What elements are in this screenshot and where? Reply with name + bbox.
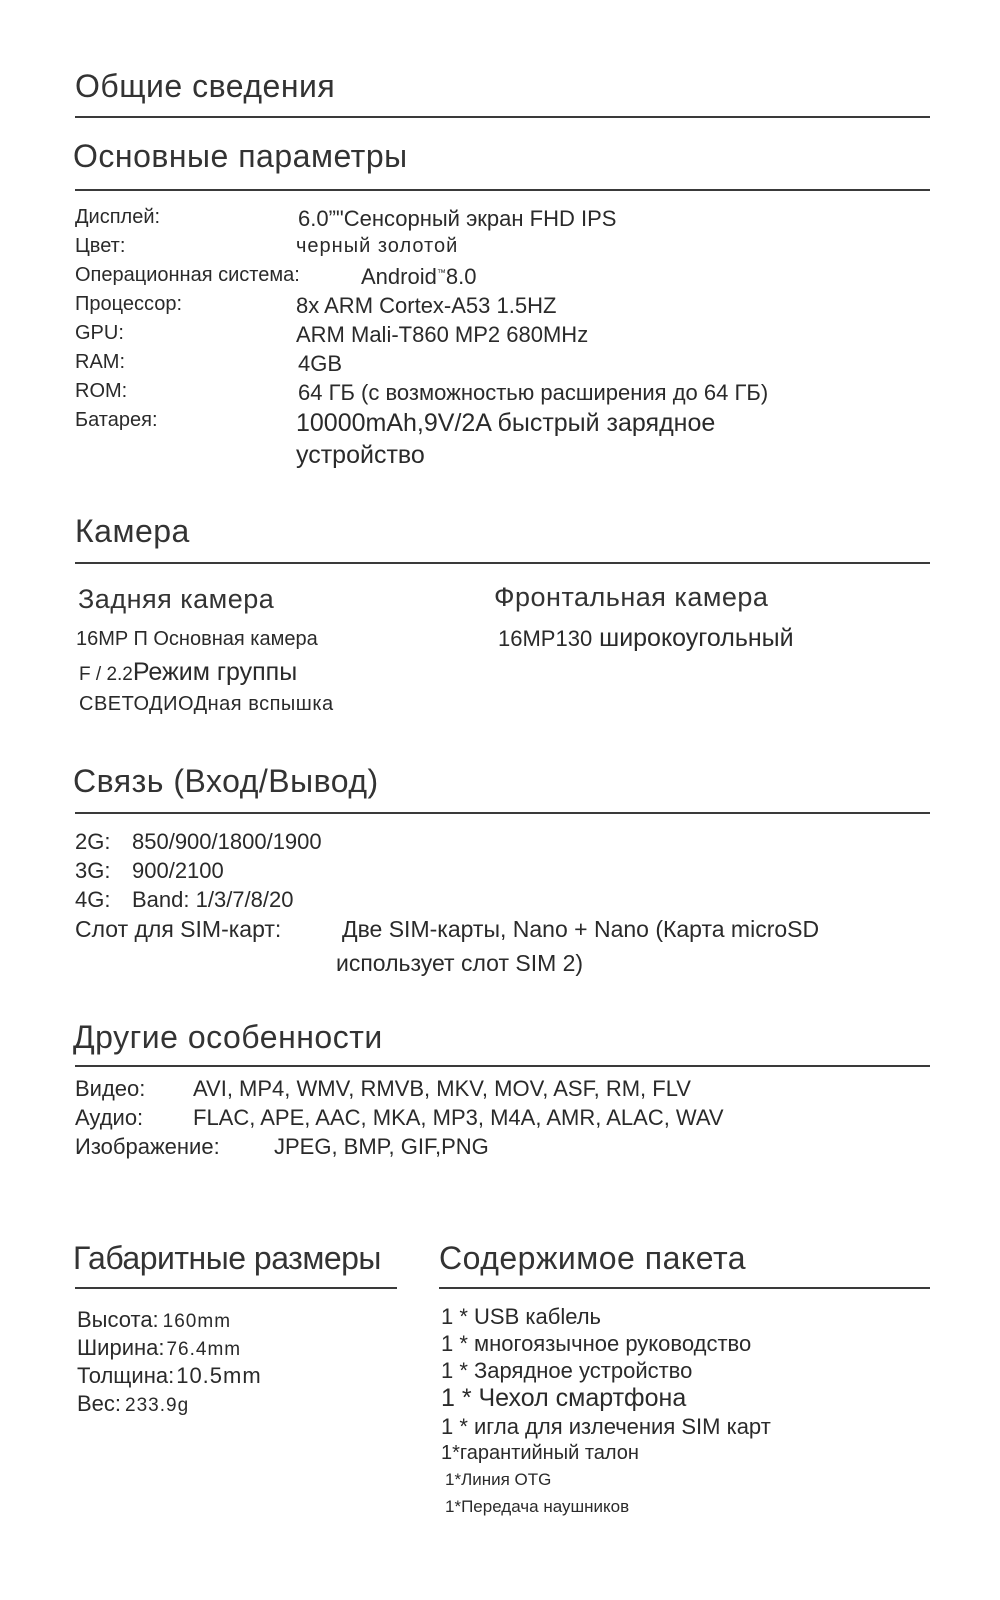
sim-slot-value-line2: использует слот SIM 2) — [336, 950, 584, 976]
spec-label-color: Цвет: — [75, 235, 126, 257]
package-divider — [439, 1287, 930, 1289]
dimension-value: 76.4mm — [166, 1339, 242, 1360]
basic-divider — [75, 189, 930, 191]
spec-value-battery-line2: устройство — [296, 441, 425, 469]
spec-value-ram: 4GB — [298, 351, 343, 376]
spec-label-ram: RAM: — [75, 351, 125, 373]
general-divider — [75, 116, 930, 118]
trademark-mark: ™ — [436, 267, 446, 278]
dimension-label: Вес: — [77, 1391, 122, 1416]
aperture-value: F / 2.2 — [79, 664, 133, 685]
media-label-audio: Аудио: — [75, 1105, 144, 1130]
dimension-label: Ширина: — [77, 1335, 165, 1360]
dimension-row-thickness — [77, 1363, 262, 1389]
dimension-row-height — [77, 1307, 231, 1333]
dimension-row-weight — [77, 1391, 189, 1417]
media-value-audio: FLAC, APE, AAC, MKA, MP3, M4A, AMR, ALAC, WAV — [193, 1105, 724, 1130]
dimensions-divider — [75, 1287, 397, 1289]
dimension-label: Высота: — [77, 1307, 159, 1332]
net-label-4g: 4G: — [75, 887, 111, 912]
net-value-3g: 900/2100 — [132, 858, 224, 883]
spec-value-os — [361, 264, 476, 290]
group-mode: Режим группы — [132, 658, 298, 686]
dimensions-title: Габаритные размеры — [73, 1240, 381, 1276]
rear-camera-aperture — [79, 658, 297, 687]
basic-title: Основные параметры — [73, 138, 408, 174]
spec-label-rom: ROM: — [75, 380, 128, 402]
spec-label-battery: Батарея: — [75, 409, 158, 431]
rear-camera-main: 16MP П Основная камера — [76, 628, 318, 650]
connectivity-title: Связь (Вход/Вывод) — [73, 763, 379, 799]
other-divider — [75, 1065, 930, 1067]
front-camera-type: широкоугольный — [592, 624, 794, 652]
package-item: 1 * Чехол смартфона — [441, 1384, 687, 1412]
package-item: 1 * USB кабlель — [441, 1304, 602, 1329]
sim-slot-value-line1: Две SIM-карты, Nano + Nano (Карта microSD — [342, 916, 820, 942]
spec-value-rom: 64 ГБ (с возможностью расширения до 64 ГБ) — [298, 380, 769, 405]
spec-label-gpu: GPU: — [75, 322, 124, 344]
package-item: 1 * Зарядное устройство — [441, 1358, 693, 1383]
dimension-label: Толщина: — [77, 1363, 175, 1388]
os-name: Android — [361, 264, 437, 289]
front-camera-title: Фронтальная камера — [494, 582, 769, 612]
spec-value-color: черный золотой — [296, 235, 459, 257]
package-title: Содержимое пакета — [439, 1240, 747, 1276]
rear-camera-flash: СВЕТОДИОДная вспышка — [79, 693, 334, 715]
camera-divider — [75, 562, 930, 564]
sim-slot-label: Слот для SIM-карт: — [75, 916, 282, 942]
rear-camera-title: Задняя камера — [78, 584, 275, 614]
net-label-3g: 3G: — [75, 858, 111, 883]
other-title: Другие особенности — [73, 1019, 383, 1055]
media-value-image: JPEG, BMP, GIF,PNG — [274, 1134, 489, 1159]
spec-value-display: 6.0”"Сенсорный экран FHD IPS — [298, 206, 617, 231]
spec-label-os: Операционная система: — [75, 264, 300, 286]
spec-value-cpu: 8x ARM Cortex-A53 1.5HZ — [296, 293, 557, 318]
media-label-image: Изображение: — [75, 1134, 220, 1159]
net-value-4g: Band: 1/3/7/8/20 — [132, 887, 294, 912]
package-item: 1*гарантийный талон — [441, 1442, 639, 1464]
spec-value-battery-line1: 10000mAh,9V/2A быстрый зарядное — [296, 409, 716, 437]
dimension-value: 160mm — [162, 1311, 232, 1332]
spec-label-display: Дисплей: — [75, 206, 161, 228]
media-label-video: Видео: — [75, 1076, 146, 1101]
media-value-video: AVI, MP4, WMV, RMVB, MKV, MOV, ASF, RM, FLV — [193, 1076, 691, 1101]
net-value-2g: 850/900/1800/1900 — [132, 829, 322, 854]
dimension-value: 233.9g — [125, 1395, 190, 1416]
connectivity-divider — [75, 812, 930, 814]
os-version: 8.0 — [445, 264, 477, 289]
front-camera-main — [498, 624, 794, 653]
general-title: Общие сведения — [75, 68, 336, 104]
dimension-row-width — [77, 1335, 241, 1361]
net-label-2g: 2G: — [75, 829, 111, 854]
package-item: 1 * игла для излечения SIM карт — [441, 1414, 771, 1439]
front-camera-resolution: 16MP130 — [498, 626, 593, 651]
spec-label-cpu: Процессор: — [75, 293, 183, 315]
package-item: 1*Передача наушников — [445, 1497, 630, 1516]
spec-value-gpu: ARM Mali-T860 MP2 680MHz — [296, 322, 589, 347]
package-item: 1 * многоязычное руководство — [441, 1331, 752, 1356]
camera-title: Камера — [75, 513, 190, 549]
package-item: 1*Линия OTG — [445, 1470, 552, 1489]
dimension-value: 10.5mm — [176, 1363, 262, 1388]
